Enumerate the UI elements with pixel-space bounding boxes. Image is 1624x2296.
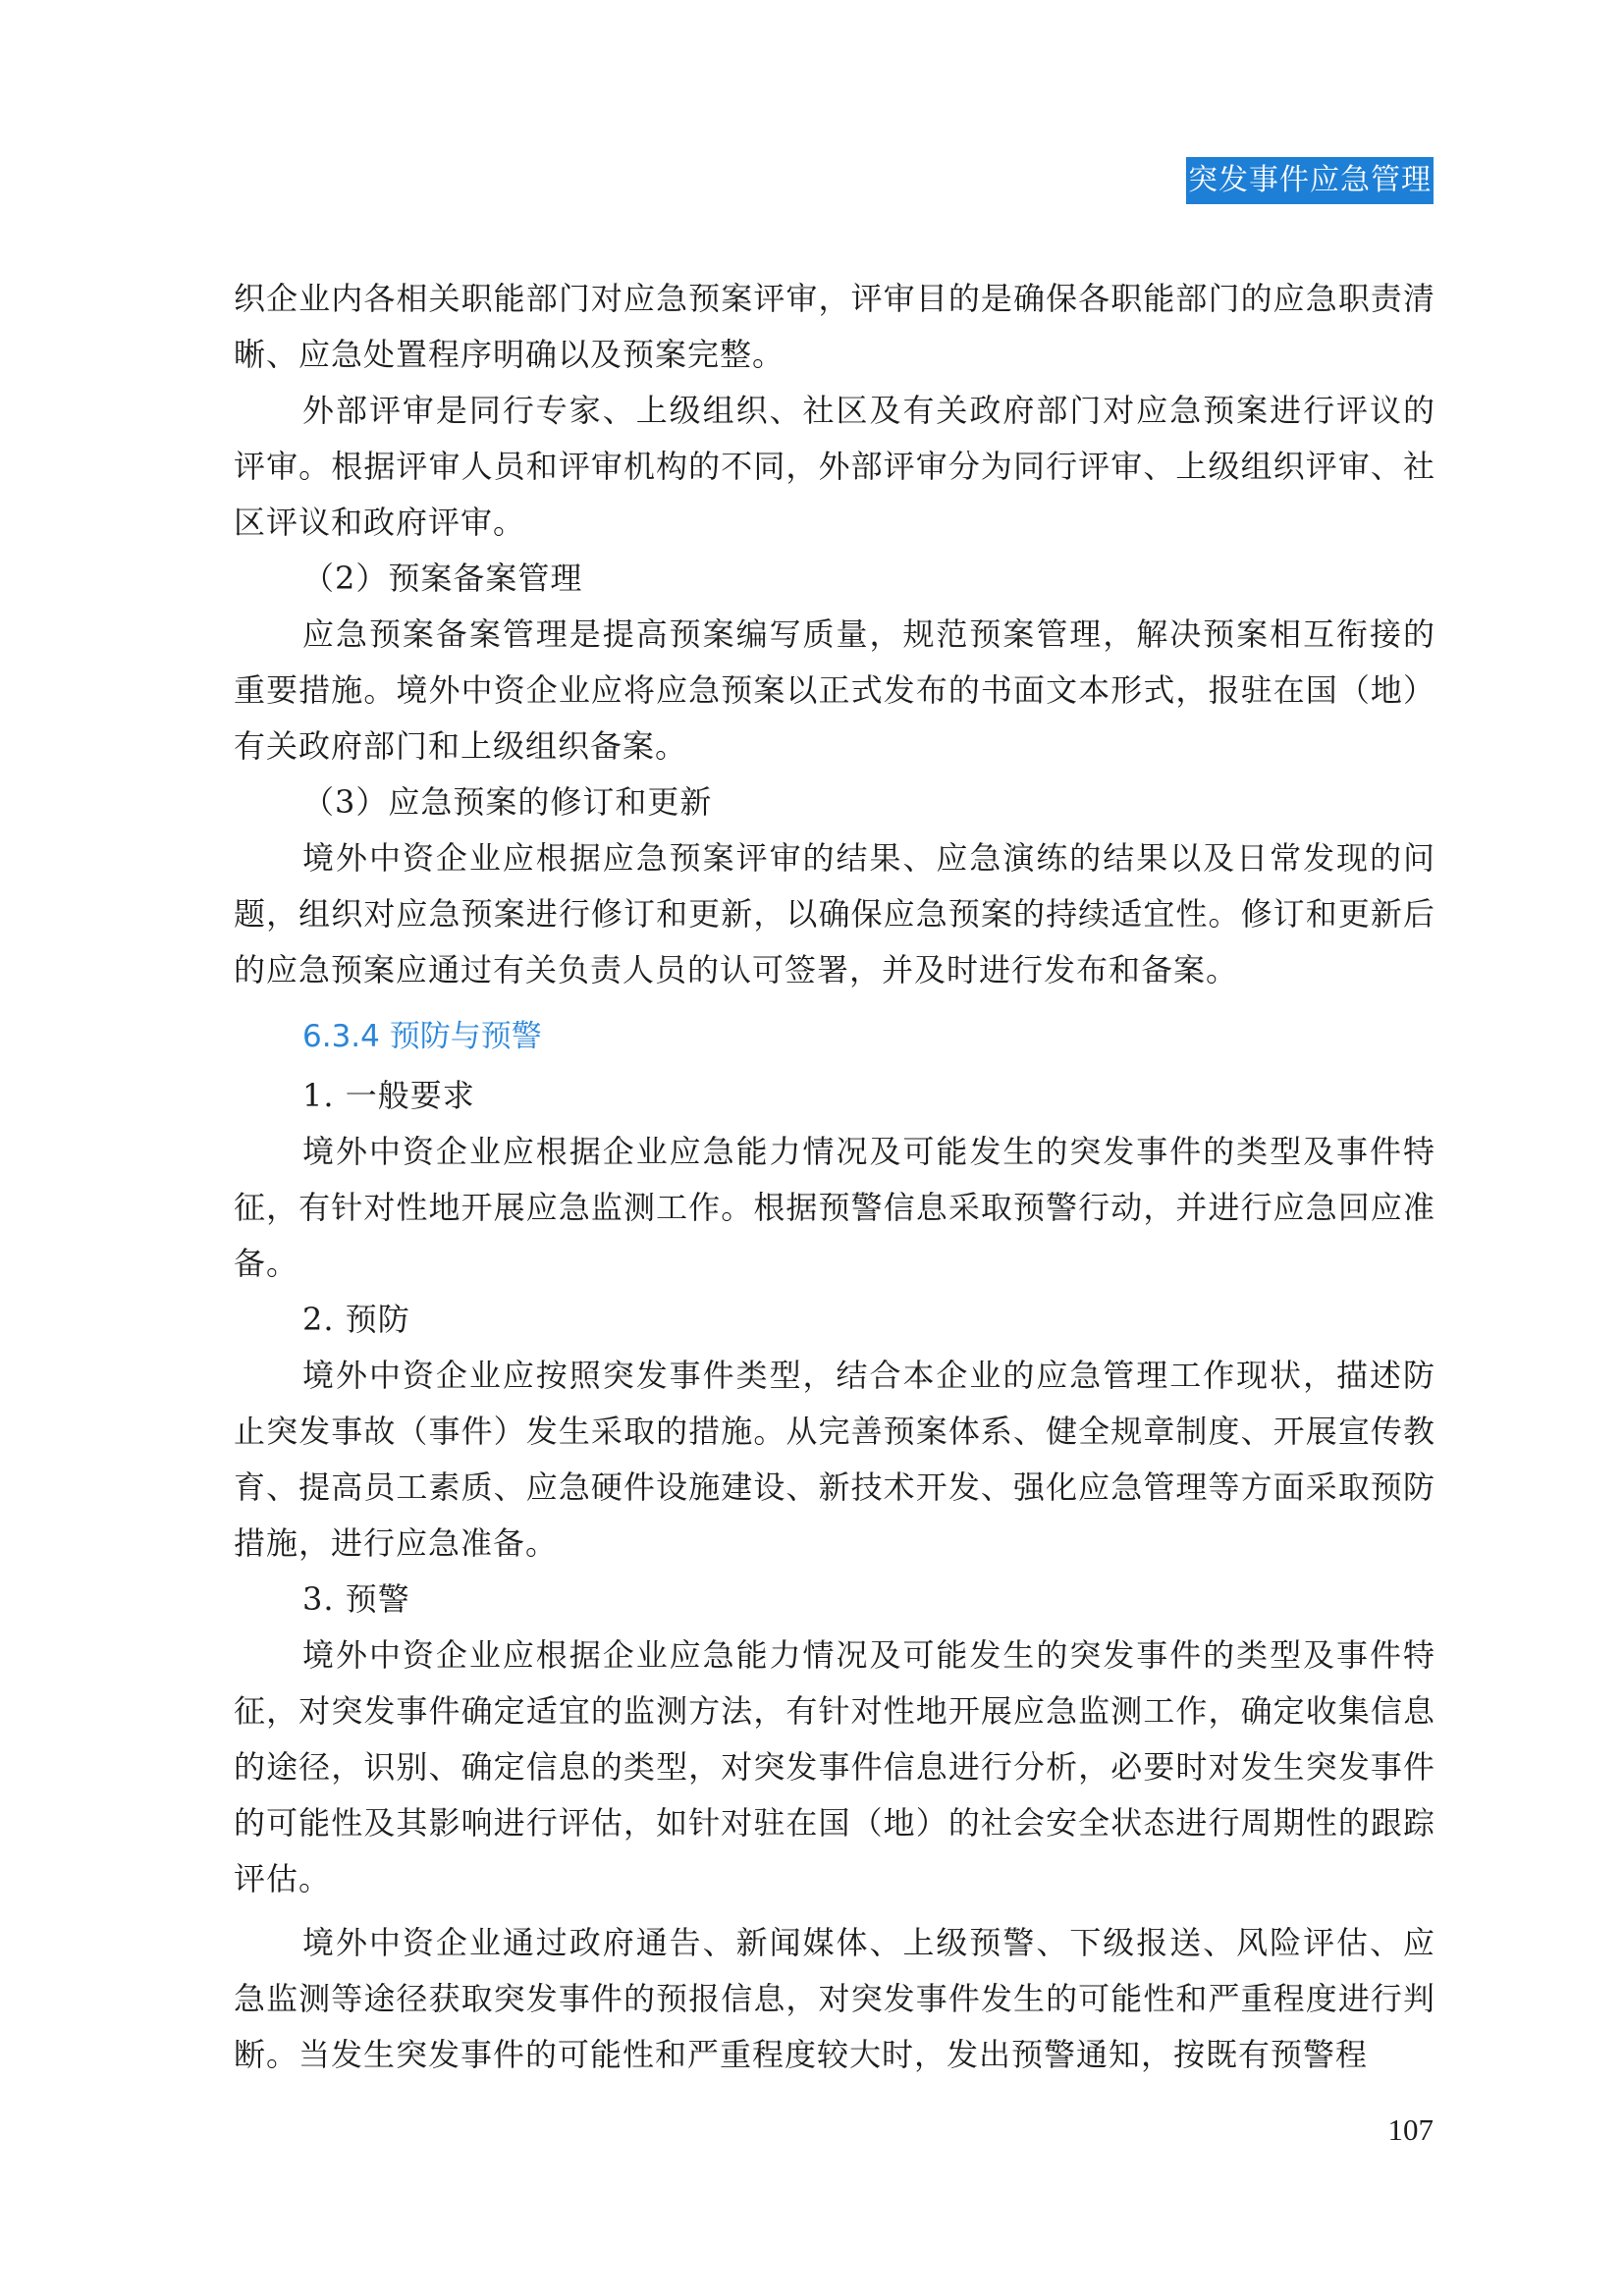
paragraph: 外部评审是同行专家、上级组织、社区及有关政府部门对应急预案进行评议的评审。根据评审人员和评审机构的不同，外部评审分为同行评审、上级组织评审、社区评议和政府评审。 <box>234 392 1435 541</box>
paragraph: 境外中资企业应根据企业应急能力情况及可能发生的突发事件的类型及事件特征，对突发事件确定适宜的监测方法，有针对性地开展应急监测工作，确定收集信息的途径，识别、确定信息的类型，对突发事件信息进行分析，必要时对发生突发事件的可能性及其影响进行评估，如针对驻在国（地）的社会安全状态进行周期性的跟踪评估。 <box>234 1636 1435 1897</box>
paragraph: 应急预案备案管理是提高预案编写质量，规范预案管理，解决预案相互衔接的重要措施。境外中资企业应将应急预案以正式发布的书面文本形式，报驻在国（地）有关政府部门和上级组织备案。 <box>234 615 1435 765</box>
paragraph: 境外中资企业通过政府通告、新闻媒体、上级预警、下级报送、风险评估、应急监测等途径获取突发事件的预报信息，对突发事件发生的可能性和严重程度进行判断。当发生突发事件的可能性和严重程度较大时，发出预警通知，按既有预警程 <box>234 1924 1435 2073</box>
paragraph: 境外中资企业应按照突发事件类型，结合本企业的应急管理工作现状，描述防止突发事故（事件）发生采取的措施。从完善预案体系、健全规章制度、开展宣传教育、提高员工素质、应急硬件设施建设、新技术开发、强化应急管理等方面采取预防措施，进行应急准备。 <box>234 1357 1435 1562</box>
subheading: 2. 预防 <box>302 1301 410 1338</box>
paragraph: 境外中资企业应根据应急预案评审的结果、应急演练的结果以及日常发现的问题，组织对应急预案进行修订和更新，以确保应急预案的持续适宜性。修订和更新后的应急预案应通过有关负责人员的认可签署，并及时进行发布和备案。 <box>234 839 1435 988</box>
page-body <box>234 271 1435 2083</box>
chapter-header-badge: 突发事件应急管理 <box>1186 157 1434 204</box>
subheading: 3. 预警 <box>302 1580 410 1618</box>
subheading: （3）应急预案的修订和更新 <box>302 783 713 821</box>
paragraph: 织企业内各相关职能部门对应急预案评审，评审目的是确保各职能部门的应急职责清晰、应急处置程序明确以及预案完整。 <box>234 280 1435 373</box>
paragraph: 境外中资企业应根据企业应急能力情况及可能发生的突发事件的类型及事件特征，有针对性地开展应急监测工作。根据预警信息采取预警行动，并进行应急回应准备。 <box>234 1133 1435 1282</box>
subheading: （2）预案备案管理 <box>302 560 583 597</box>
subheading: 1. 一般要求 <box>302 1077 475 1114</box>
page-number: 107 <box>1387 2112 1434 2147</box>
section-heading: 6.3.4 预防与预警 <box>302 1019 542 1054</box>
